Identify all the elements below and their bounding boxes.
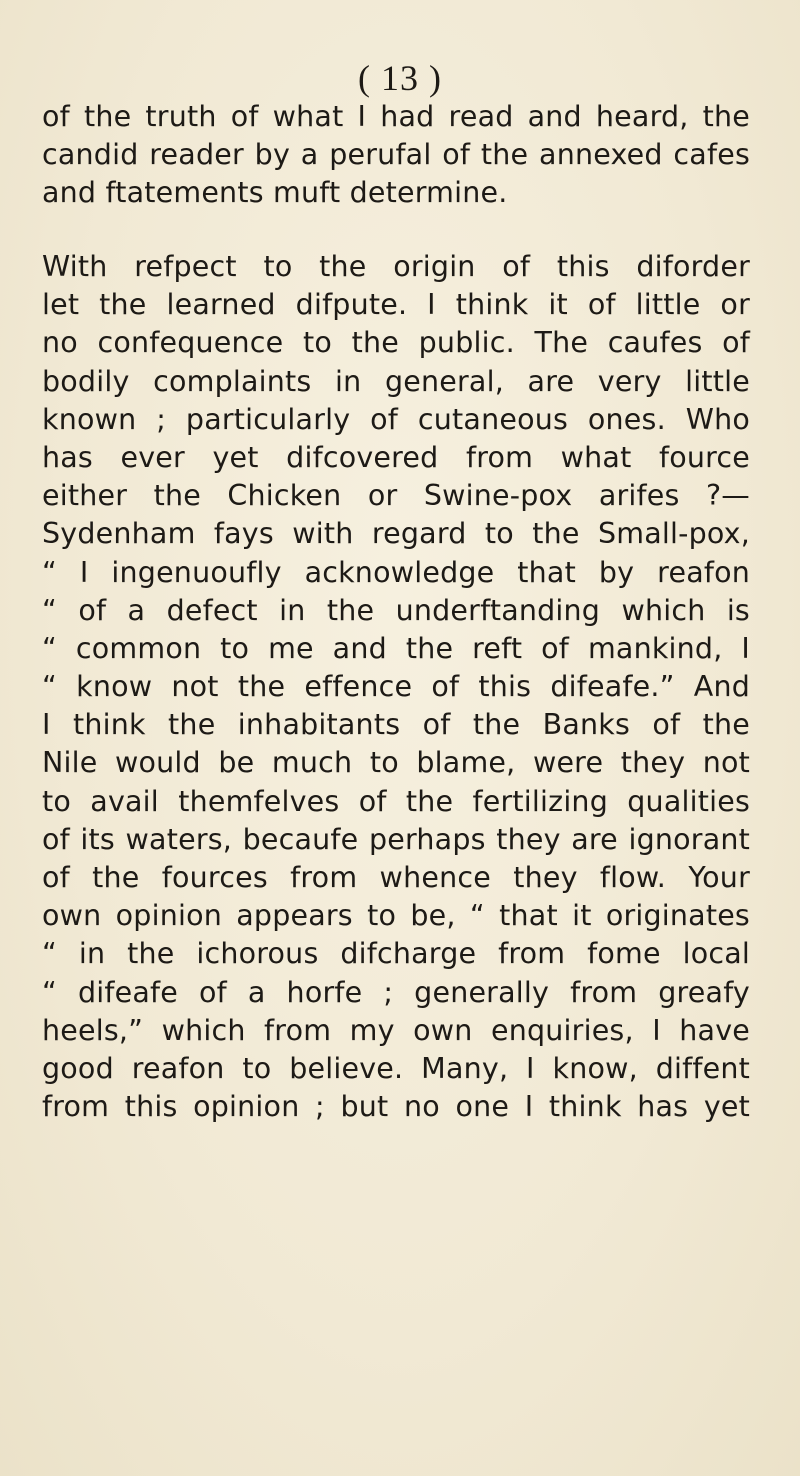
text-line: either the Chicken or Swine-pox arifes ?—	[42, 479, 750, 513]
text-line: has ever yet difcovered from what fource	[42, 440, 750, 474]
page-number: ( 13 )	[358, 58, 442, 98]
text-line: own opinion appears to be, “ that it originates	[42, 899, 750, 933]
text-line: “ in the ichorous difcharge from fome local	[42, 937, 750, 971]
text-line: of the truth of what I had read and heard, the	[42, 100, 750, 133]
text-line: of its waters, becaufe perhaps they are ignorant	[42, 822, 750, 856]
text-line: known ; particularly of cutaneous ones. Who	[42, 402, 750, 436]
text-line: heels,” which from my own enquiries, I have	[42, 1013, 750, 1047]
paragraph-2	[42, 248, 750, 1126]
paragraph-1	[42, 98, 750, 213]
text-line: Nile would be much to blame, were they not	[42, 746, 750, 780]
text-line: “ know not the effence of this difeafe.” And	[42, 670, 750, 704]
text-line: of the fources from whence they flow. Your	[42, 861, 750, 894]
text-line: candid reader by a perufal of the annexed cafes	[42, 138, 750, 172]
text-line: good reafon to believe. Many, I know, diffent	[42, 1051, 750, 1085]
text-line: from this opinion ; but no one I think has yet	[42, 1090, 750, 1124]
text-line: “ difeafe of a horfe ; generally from greafy	[42, 975, 750, 1009]
text-line: With refpect to the origin of this diforder	[42, 250, 750, 283]
text-line: “ of a defect in the underftanding which is	[42, 593, 750, 627]
text-line: Sydenham fays with regard to the Small-pox,	[42, 517, 750, 551]
text-line: I think the inhabitants of the Banks of the	[42, 708, 750, 742]
text-line: “ I ingenuoufly acknowledge that by reafon	[42, 555, 750, 589]
text-line: let the learned difpute. I think it of little or	[42, 288, 750, 322]
text-line: and ftatements muft determine.	[42, 176, 508, 210]
text-line: no confequence to the public. The caufes of	[42, 326, 750, 360]
text-line: “ common to me and the reft of mankind, I	[42, 631, 750, 665]
text-line: bodily complaints in general, are very little	[42, 364, 750, 398]
text-line: to avail themfelves of the fertilizing qualities	[42, 784, 750, 818]
